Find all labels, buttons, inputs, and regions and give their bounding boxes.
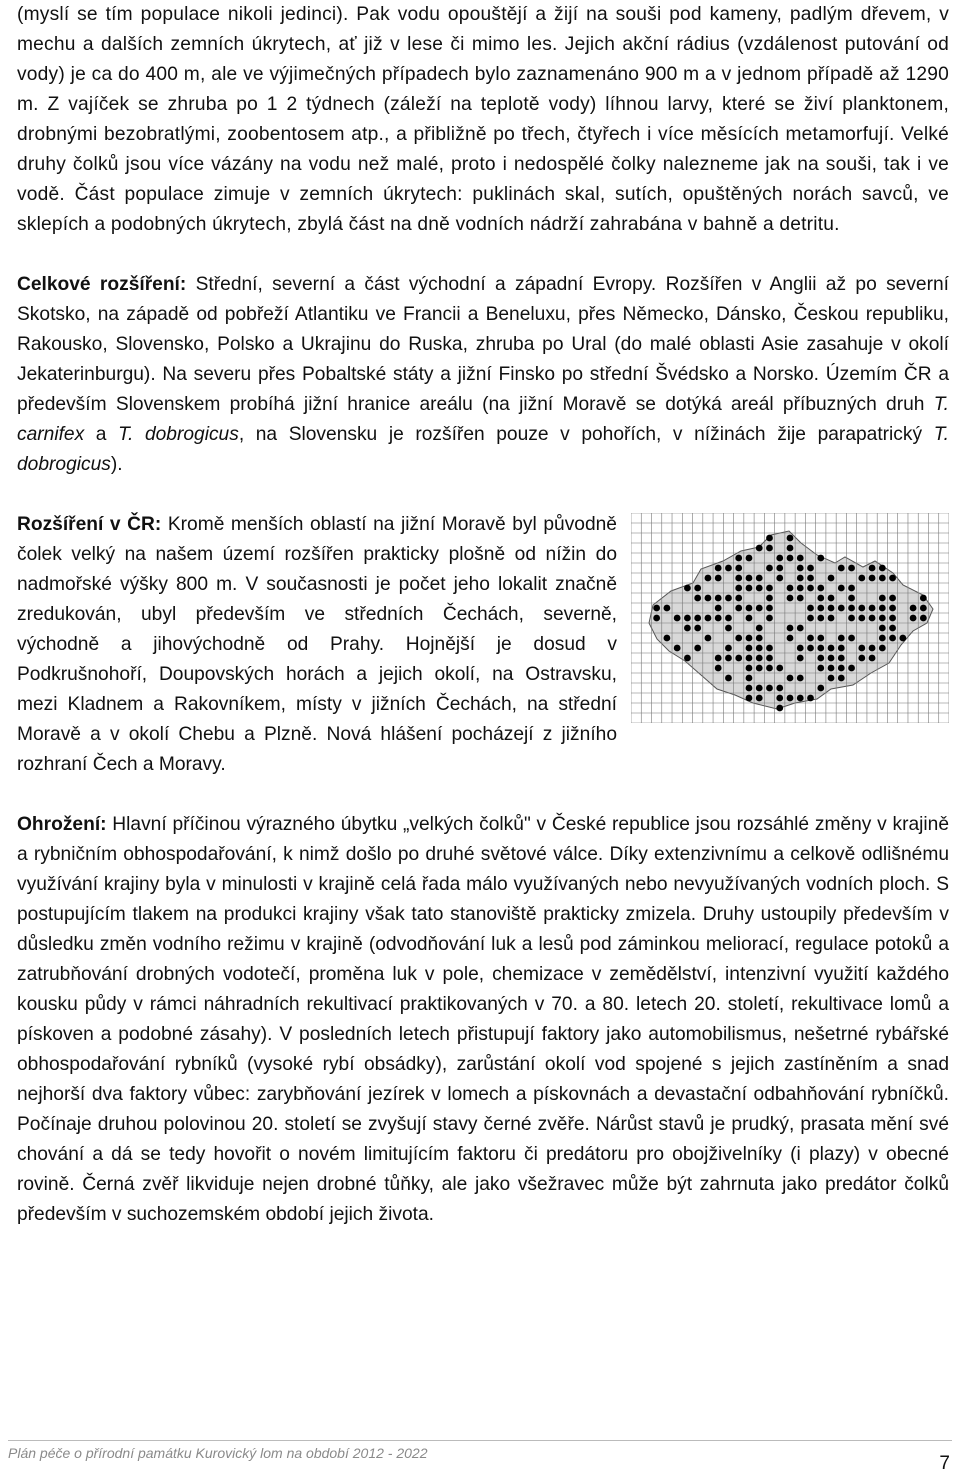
occurrence-dot — [746, 615, 753, 622]
occurrence-dot — [787, 545, 794, 552]
occurrence-dot — [817, 635, 824, 642]
occurrence-dot — [889, 595, 896, 602]
occurrence-dot — [756, 645, 763, 652]
occurrence-dot — [828, 605, 835, 612]
occurrence-dot — [694, 625, 701, 632]
species-carnifex: T. carnifex — [17, 394, 949, 445]
occurrence-dot — [735, 655, 742, 662]
occurrence-dot — [920, 595, 927, 602]
occurrence-dot — [807, 695, 814, 702]
occurrence-dot — [889, 605, 896, 612]
occurrence-dot — [766, 685, 773, 692]
occurrence-dot — [807, 575, 814, 582]
occurrence-dot — [766, 645, 773, 652]
occurrence-dot — [735, 555, 742, 562]
threats-paragraph — [17, 810, 949, 1230]
occurrence-dot — [735, 575, 742, 582]
occurrence-dot — [838, 675, 845, 682]
occurrence-dot — [879, 625, 886, 632]
footer-title: Plán péče o přírodní památku Kurovický lom na období 2012 - 2022 — [8, 1445, 428, 1461]
occurrence-dot — [756, 605, 763, 612]
occurrence-dot — [869, 605, 876, 612]
occurrence-dot — [756, 585, 763, 592]
occurrence-dot — [776, 555, 783, 562]
occurrence-dot — [746, 655, 753, 662]
occurrence-dot — [756, 625, 763, 632]
occurrence-dot — [684, 615, 691, 622]
occurrence-dot — [725, 615, 732, 622]
occurrence-dot — [858, 655, 865, 662]
occurrence-dot — [797, 675, 804, 682]
occurrence-dot — [817, 595, 824, 602]
species-dobrogicus: T. dobrogicus — [118, 424, 239, 445]
occurrence-dot — [725, 625, 732, 632]
occurrence-dot — [746, 555, 753, 562]
occurrence-dot — [746, 675, 753, 682]
occurrence-dot — [848, 635, 855, 642]
document-page — [17, 0, 949, 1230]
occurrence-dot — [715, 575, 722, 582]
occurrence-dot — [797, 695, 804, 702]
occurrence-dot — [797, 625, 804, 632]
occurrence-dot — [715, 565, 722, 572]
occurrence-dot — [746, 645, 753, 652]
occurrence-dot — [797, 645, 804, 652]
occurrence-dot — [766, 565, 773, 572]
intro-paragraph — [17, 0, 949, 240]
occurrence-dot — [664, 635, 671, 642]
occurrence-dot — [715, 665, 722, 672]
occurrence-dot — [807, 615, 814, 622]
occurrence-dot — [828, 575, 835, 582]
page-number: 7 — [939, 1453, 950, 1474]
occurrence-dot — [746, 695, 753, 702]
distribution-map — [631, 513, 949, 723]
occurrence-dot — [910, 615, 917, 622]
occurrence-dot — [838, 655, 845, 662]
occurrence-dot — [797, 595, 804, 602]
occurrence-dot — [787, 635, 794, 642]
occurrence-dot — [807, 585, 814, 592]
occurrence-dot — [725, 565, 732, 572]
occurrence-dot — [838, 665, 845, 672]
occurrence-dot — [838, 635, 845, 642]
occurrence-dot — [797, 555, 804, 562]
occurrence-dot — [766, 595, 773, 602]
distribution-paragraph — [17, 270, 949, 480]
occurrence-dot — [828, 675, 835, 682]
occurrence-dot — [879, 565, 886, 572]
occurrence-dot — [756, 695, 763, 702]
occurrence-dot — [776, 695, 783, 702]
occurrence-dot — [746, 585, 753, 592]
occurrence-dot — [725, 675, 732, 682]
occurrence-dot — [797, 575, 804, 582]
occurrence-dot — [776, 565, 783, 572]
occurrence-dot — [910, 605, 917, 612]
occurrence-dot — [828, 645, 835, 652]
occurrence-dot — [807, 635, 814, 642]
occurrence-dot — [653, 605, 660, 612]
occurrence-dot — [828, 655, 835, 662]
occurrence-dot — [684, 625, 691, 632]
occurrence-dot — [756, 655, 763, 662]
occurrence-dot — [787, 625, 794, 632]
occurrence-dot — [797, 565, 804, 572]
occurrence-dot — [889, 575, 896, 582]
occurrence-dot — [715, 615, 722, 622]
occurrence-dot — [756, 575, 763, 582]
occurrence-dot — [776, 685, 783, 692]
occurrence-dot — [694, 645, 701, 652]
occurrence-dot — [869, 575, 876, 582]
occurrence-dot — [828, 665, 835, 672]
occurrence-dot — [715, 595, 722, 602]
occurrence-dot — [787, 675, 794, 682]
occurrence-dot — [766, 665, 773, 672]
occurrence-dot — [715, 605, 722, 612]
occurrence-dot — [838, 645, 845, 652]
occurrence-dot — [807, 565, 814, 572]
cz-distribution-text: Kromě menších oblastí na jižní Moravě byl původně čolek velký na našem území rozšířen prakticky plošně od nížin do nadmořské výšky 800 m. V současnosti je počet jeho lokalit značně zredukován, ubyl především ve středních Čechách, severně, východně a jihovýchodně od Prahy. Hojnější je dosud v Podkrušnohoří, Doupovských horách a jejich okolí, na Ostravsku, mezi Kladnem a Rakovníkem, místy v jižních Čechách, na střední Moravě a v okolí Chebu a Plzně. Nová hlášení pocházejí z jižního rozhraní Čech a Moravy. — [17, 514, 617, 775]
occurrence-dot — [797, 585, 804, 592]
occurrence-dot — [756, 685, 763, 692]
occurrence-dot — [879, 645, 886, 652]
occurrence-dot — [807, 605, 814, 612]
page-footer — [8, 1440, 952, 1474]
occurrence-dot — [746, 685, 753, 692]
occurrence-dot — [746, 575, 753, 582]
occurrence-dot — [705, 575, 712, 582]
occurrence-dot — [848, 565, 855, 572]
occurrence-dot — [776, 575, 783, 582]
occurrence-dot — [899, 635, 906, 642]
occurrence-dot — [766, 535, 773, 542]
occurrence-dot — [869, 565, 876, 572]
occurrence-dot — [858, 645, 865, 652]
occurrence-dot — [664, 605, 671, 612]
occurrence-dot — [858, 615, 865, 622]
occurrence-dot — [787, 595, 794, 602]
occurrence-dot — [817, 685, 824, 692]
cz-distribution-label: Rozšíření v ČR: — [17, 514, 162, 535]
occurrence-dot — [848, 595, 855, 602]
occurrence-dot — [879, 595, 886, 602]
occurrence-dot — [848, 605, 855, 612]
occurrence-dot — [879, 615, 886, 622]
occurrence-dot — [735, 605, 742, 612]
occurrence-dot — [858, 575, 865, 582]
occurrence-dot — [828, 615, 835, 622]
species-dobrogicus-parapatric: T. dobrogicus — [17, 424, 949, 475]
occurrence-dot — [705, 595, 712, 602]
occurrence-dot — [879, 635, 886, 642]
occurrence-dot — [694, 585, 701, 592]
occurrence-dot — [674, 615, 681, 622]
occurrence-dot — [766, 545, 773, 552]
occurrence-dot — [889, 615, 896, 622]
occurrence-dot — [920, 605, 927, 612]
occurrence-dot — [653, 615, 660, 622]
occurrence-dot — [787, 695, 794, 702]
threats-label: Ohrožení: — [17, 814, 107, 835]
occurrence-dot — [828, 595, 835, 602]
occurrence-dot — [684, 585, 691, 592]
occurrence-dot — [776, 705, 783, 712]
occurrence-dot — [848, 665, 855, 672]
occurrence-dot — [848, 615, 855, 622]
distribution-text-d: ). — [110, 454, 123, 475]
occurrence-dot — [674, 645, 681, 652]
occurrence-dot — [756, 545, 763, 552]
occurrence-dot — [879, 605, 886, 612]
intro-text: (myslí se tím populace nikoli jedinci). Pak vodu opouštějí a žijí na souši pod kameny, padlým dřevem, v mechu a dalších zemních úkrytech, ať již v lese či mimo les. Jejich akční rádius (vzdálenost putování od vody) je ca do 400 m, ale ve výjimečných případech bylo zaznamenáno 900 m a v jednom případě až 1290 m. Z vajíček se zhruba po 1 2 týdnech (záleží na teplotě vody) líhnou larvy, které se živí planktonem, drobnými bezobratlými, zoobentosem atp., a přibližně po třech, čtyřech i více měsících metamorfují. Velké druhy čolků jsou více vázány na vodu než malé, proto i nedospělé čolky nalezneme jak na souši, tak i ve vodě. Část populace zimuje v zemních úkrytech: puklinách skal, sutích, opuštěných norách savců, ve sklepích a podobných úkrytech, zbylá část na dně vodních nádrží zahrabána v bahně a detritu. — [17, 4, 949, 235]
occurrence-dot — [746, 635, 753, 642]
distribution-label: Celkové rozšíření: — [17, 274, 187, 295]
occurrence-dot — [817, 555, 824, 562]
occurrence-dot — [817, 645, 824, 652]
threats-text: Hlavní příčinou výrazného úbytku „velkých čolků" v České republice jsou rozsáhlé změny v krajině a rybničním obhospodařování, k nimž došlo po druhé světové válce. Díky extenzivnímu a celkově odlišnému využívání krajiny byla v minulosti v krajině celá řada málo využívaných nebo nevyužívaných vodních ploch. S postupujícím tlakem na produkci krajiny však tato stanoviště prakticky zmizela. Druhy ustoupily především v důsledku změn vodního režimu v krajině (odvodňování luk a lesů pod záminkou meliorací, regulace potoků a zatrubňování drobných vodotečí, proměna luk v pole, chemizace v zemědělství, intenzivní využití každého kousku půdy v rámci náhradních rekultivací praktikovaných v 70. a 80. letech 20. století, rekultivace lomů a pískoven a podobné zásahy). V posledních letech přistupují faktory jako automobilismus, nešetrné rybářské obhospodařování rybníků (vysoké rybí obsádky), zarůstání okolí vod spojené s jejich zastíněním a snad nejhorší dva faktory vůbec: zarybňování jezírek v lomech a pískovnách a devastační odbahňování rybníčků. Počínaje druhou polovinou 20. století se zvyšují stavy černé zvěře. Nárůst stavů je prudký, prasata mění své chování a dá se tedy hovořit o novém limitujícím faktoru či predátoru pro obojživelníky (i plazy) v obecné rovině. Černá zvěř likviduje nejen drobné tůňky, ale jako všežravec může být zahrnuta jako predátor čolků především v suchozemském období jejich života. — [17, 814, 949, 1225]
occurrence-dot — [766, 655, 773, 662]
occurrence-dot — [817, 585, 824, 592]
occurrence-dot — [705, 635, 712, 642]
occurrence-dot — [787, 555, 794, 562]
occurrence-dot — [735, 635, 742, 642]
occurrence-dot — [776, 665, 783, 672]
distribution-text-c: , na Slovensku je rozšířen pouze v pohořích, v nížinách žije parapatrický — [238, 424, 934, 445]
occurrence-dot — [807, 645, 814, 652]
occurrence-dot — [684, 655, 691, 662]
occurrence-dot — [889, 625, 896, 632]
occurrence-dot — [725, 655, 732, 662]
occurrence-dot — [725, 595, 732, 602]
occurrence-dot — [756, 635, 763, 642]
distribution-text-a: Střední, severní a část východní a západní Evropy. Rozšířen v Anglii až po severní Skotsko, na západě od pobřeží Atlantiku ve Francii a Beneluxu, přes Německo, Dánsko, Českou republiku, Rakousko, Slovensko, Polsko a Ukrajinu do Ruska, zhruba po Ural (do malé oblasti Asie zasahuje v okolí Jekaterinburgu). Na severu přes Pobaltské státy a jižní Finsko po střední Švédsko a Norsko. Územím ČR a především Slovenskem probíhá jižní hranice areálu (na jižní Moravě se dotýká areál příbuzných druh — [17, 274, 949, 415]
occurrence-dot — [797, 655, 804, 662]
occurrence-dot — [879, 575, 886, 582]
occurrence-dot — [766, 615, 773, 622]
occurrence-dot — [735, 585, 742, 592]
occurrence-dot — [694, 615, 701, 622]
occurrence-dot — [756, 665, 763, 672]
occurrence-dot — [725, 645, 732, 652]
occurrence-dot — [817, 615, 824, 622]
occurrence-dot — [735, 565, 742, 572]
occurrence-dot — [766, 585, 773, 592]
occurrence-dot — [817, 665, 824, 672]
occurrence-dot — [869, 645, 876, 652]
occurrence-dot — [838, 585, 845, 592]
occurrence-dot — [817, 655, 824, 662]
distribution-text-b: a — [84, 424, 119, 445]
occurrence-dot — [920, 615, 927, 622]
occurrence-dot — [694, 595, 701, 602]
occurrence-dot — [838, 565, 845, 572]
occurrence-dot — [889, 635, 896, 642]
occurrence-dot — [787, 535, 794, 542]
occurrence-dot — [715, 655, 722, 662]
occurrence-dot — [746, 665, 753, 672]
occurrence-dot — [869, 655, 876, 662]
occurrence-dot — [817, 605, 824, 612]
czech-republic-map-icon — [631, 513, 949, 723]
occurrence-dot — [705, 615, 712, 622]
occurrence-dot — [848, 585, 855, 592]
occurrence-dot — [746, 605, 753, 612]
occurrence-dot — [787, 585, 794, 592]
occurrence-dot — [735, 595, 742, 602]
occurrence-dot — [858, 605, 865, 612]
occurrence-dot — [766, 605, 773, 612]
occurrence-dot — [838, 605, 845, 612]
occurrence-dot — [869, 615, 876, 622]
